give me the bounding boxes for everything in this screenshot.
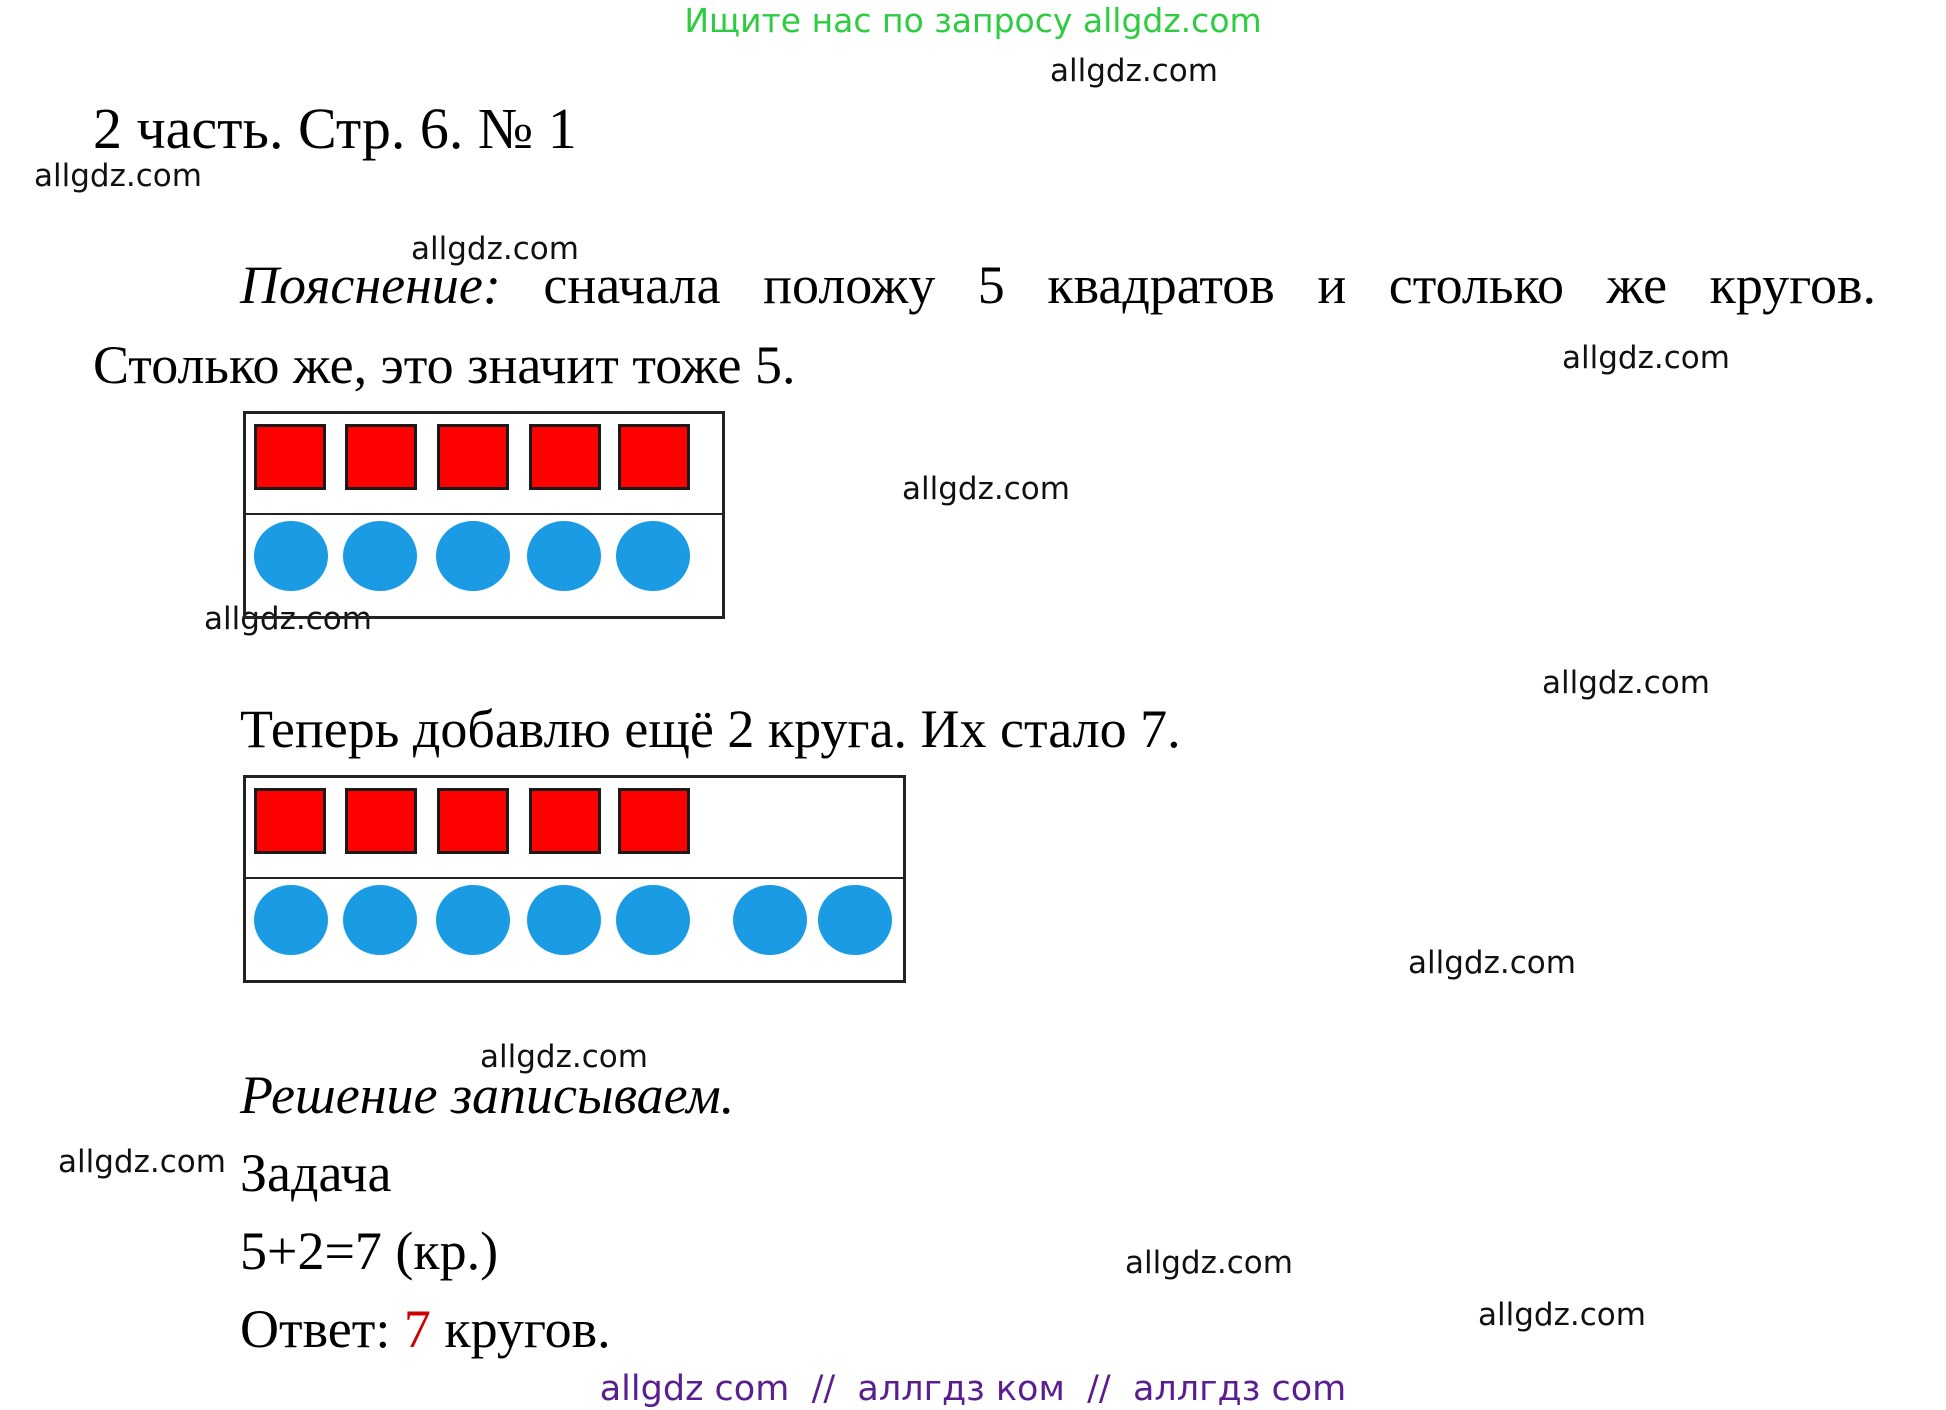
answer-prefix: Ответ: — [240, 1299, 404, 1359]
red-square — [254, 788, 326, 854]
red-square — [529, 424, 601, 490]
explanation-word: положу — [763, 255, 936, 315]
watermark: allgdz.com — [480, 1039, 648, 1075]
explanation-word: сначала — [543, 255, 721, 315]
watermark: allgdz.com — [58, 1144, 226, 1180]
watermark: allgdz.com — [1125, 1245, 1293, 1281]
blue-circle — [818, 885, 892, 955]
watermark: allgdz.com — [34, 158, 202, 194]
red-square — [437, 424, 509, 490]
explanation-word: и — [1317, 255, 1347, 315]
answer-number: 7 — [403, 1299, 431, 1359]
answer-suffix: кругов. — [430, 1299, 611, 1359]
figure-1-divider — [246, 513, 722, 515]
blue-circle — [527, 885, 601, 955]
red-square — [254, 424, 326, 490]
bottom-banner — [0, 1369, 1946, 1409]
watermark: allgdz.com — [1478, 1297, 1646, 1333]
blue-circle — [254, 521, 328, 591]
blue-circle — [527, 521, 601, 591]
figure-2-divider — [246, 877, 903, 879]
solution-label: Решение записываем. — [240, 1065, 735, 1125]
red-square — [618, 788, 690, 854]
bottom-banner-part: аллгдз ком — [857, 1369, 1065, 1409]
watermark: allgdz.com — [902, 471, 1070, 507]
red-square — [529, 788, 601, 854]
explanation-word: 5 — [977, 255, 1005, 315]
bottom-banner-separator: // — [789, 1369, 858, 1409]
figure-1 — [243, 411, 725, 619]
blue-circle — [254, 885, 328, 955]
bottom-banner-part: аллгдз com — [1132, 1369, 1347, 1409]
blue-circle — [733, 885, 807, 955]
red-square — [437, 788, 509, 854]
watermark: allgdz.com — [411, 231, 579, 267]
blue-circle — [616, 885, 690, 955]
explanation-word: кругов. — [1709, 255, 1876, 315]
explanation-line-1 — [240, 255, 1876, 315]
figure-2 — [243, 775, 906, 983]
explanation-word: же — [1606, 255, 1668, 315]
watermark: allgdz.com — [1562, 340, 1730, 376]
page-heading: 2 часть. Стр. 6. № 1 — [93, 96, 577, 161]
watermark: allgdz.com — [1050, 53, 1218, 89]
watermark: allgdz.com — [1408, 945, 1576, 981]
blue-circle — [616, 521, 690, 591]
red-square — [345, 424, 417, 490]
equation: 5+2=7 (кр.) — [240, 1221, 499, 1281]
explanation-line-2: Столько же, это значит тоже 5. — [93, 335, 796, 395]
explanation-label: Пояснение: — [240, 255, 501, 315]
top-banner: Ищите нас по запросу allgdz.com — [684, 1, 1262, 40]
task-label: Задача — [240, 1143, 392, 1203]
blue-circle — [343, 885, 417, 955]
blue-circle — [436, 885, 510, 955]
answer-line — [240, 1299, 611, 1359]
explanation-word: столько — [1388, 255, 1564, 315]
blue-circle — [436, 521, 510, 591]
red-square — [345, 788, 417, 854]
bottom-banner-part: allgdz com — [599, 1369, 790, 1409]
blue-circle — [343, 521, 417, 591]
bottom-banner-separator: // — [1064, 1369, 1133, 1409]
red-square — [618, 424, 690, 490]
watermark: allgdz.com — [204, 601, 372, 637]
explanation-word: квадратов — [1047, 255, 1275, 315]
watermark: allgdz.com — [1542, 665, 1710, 701]
now-line: Теперь добавлю ещё 2 круга. Их стало 7. — [240, 699, 1181, 759]
